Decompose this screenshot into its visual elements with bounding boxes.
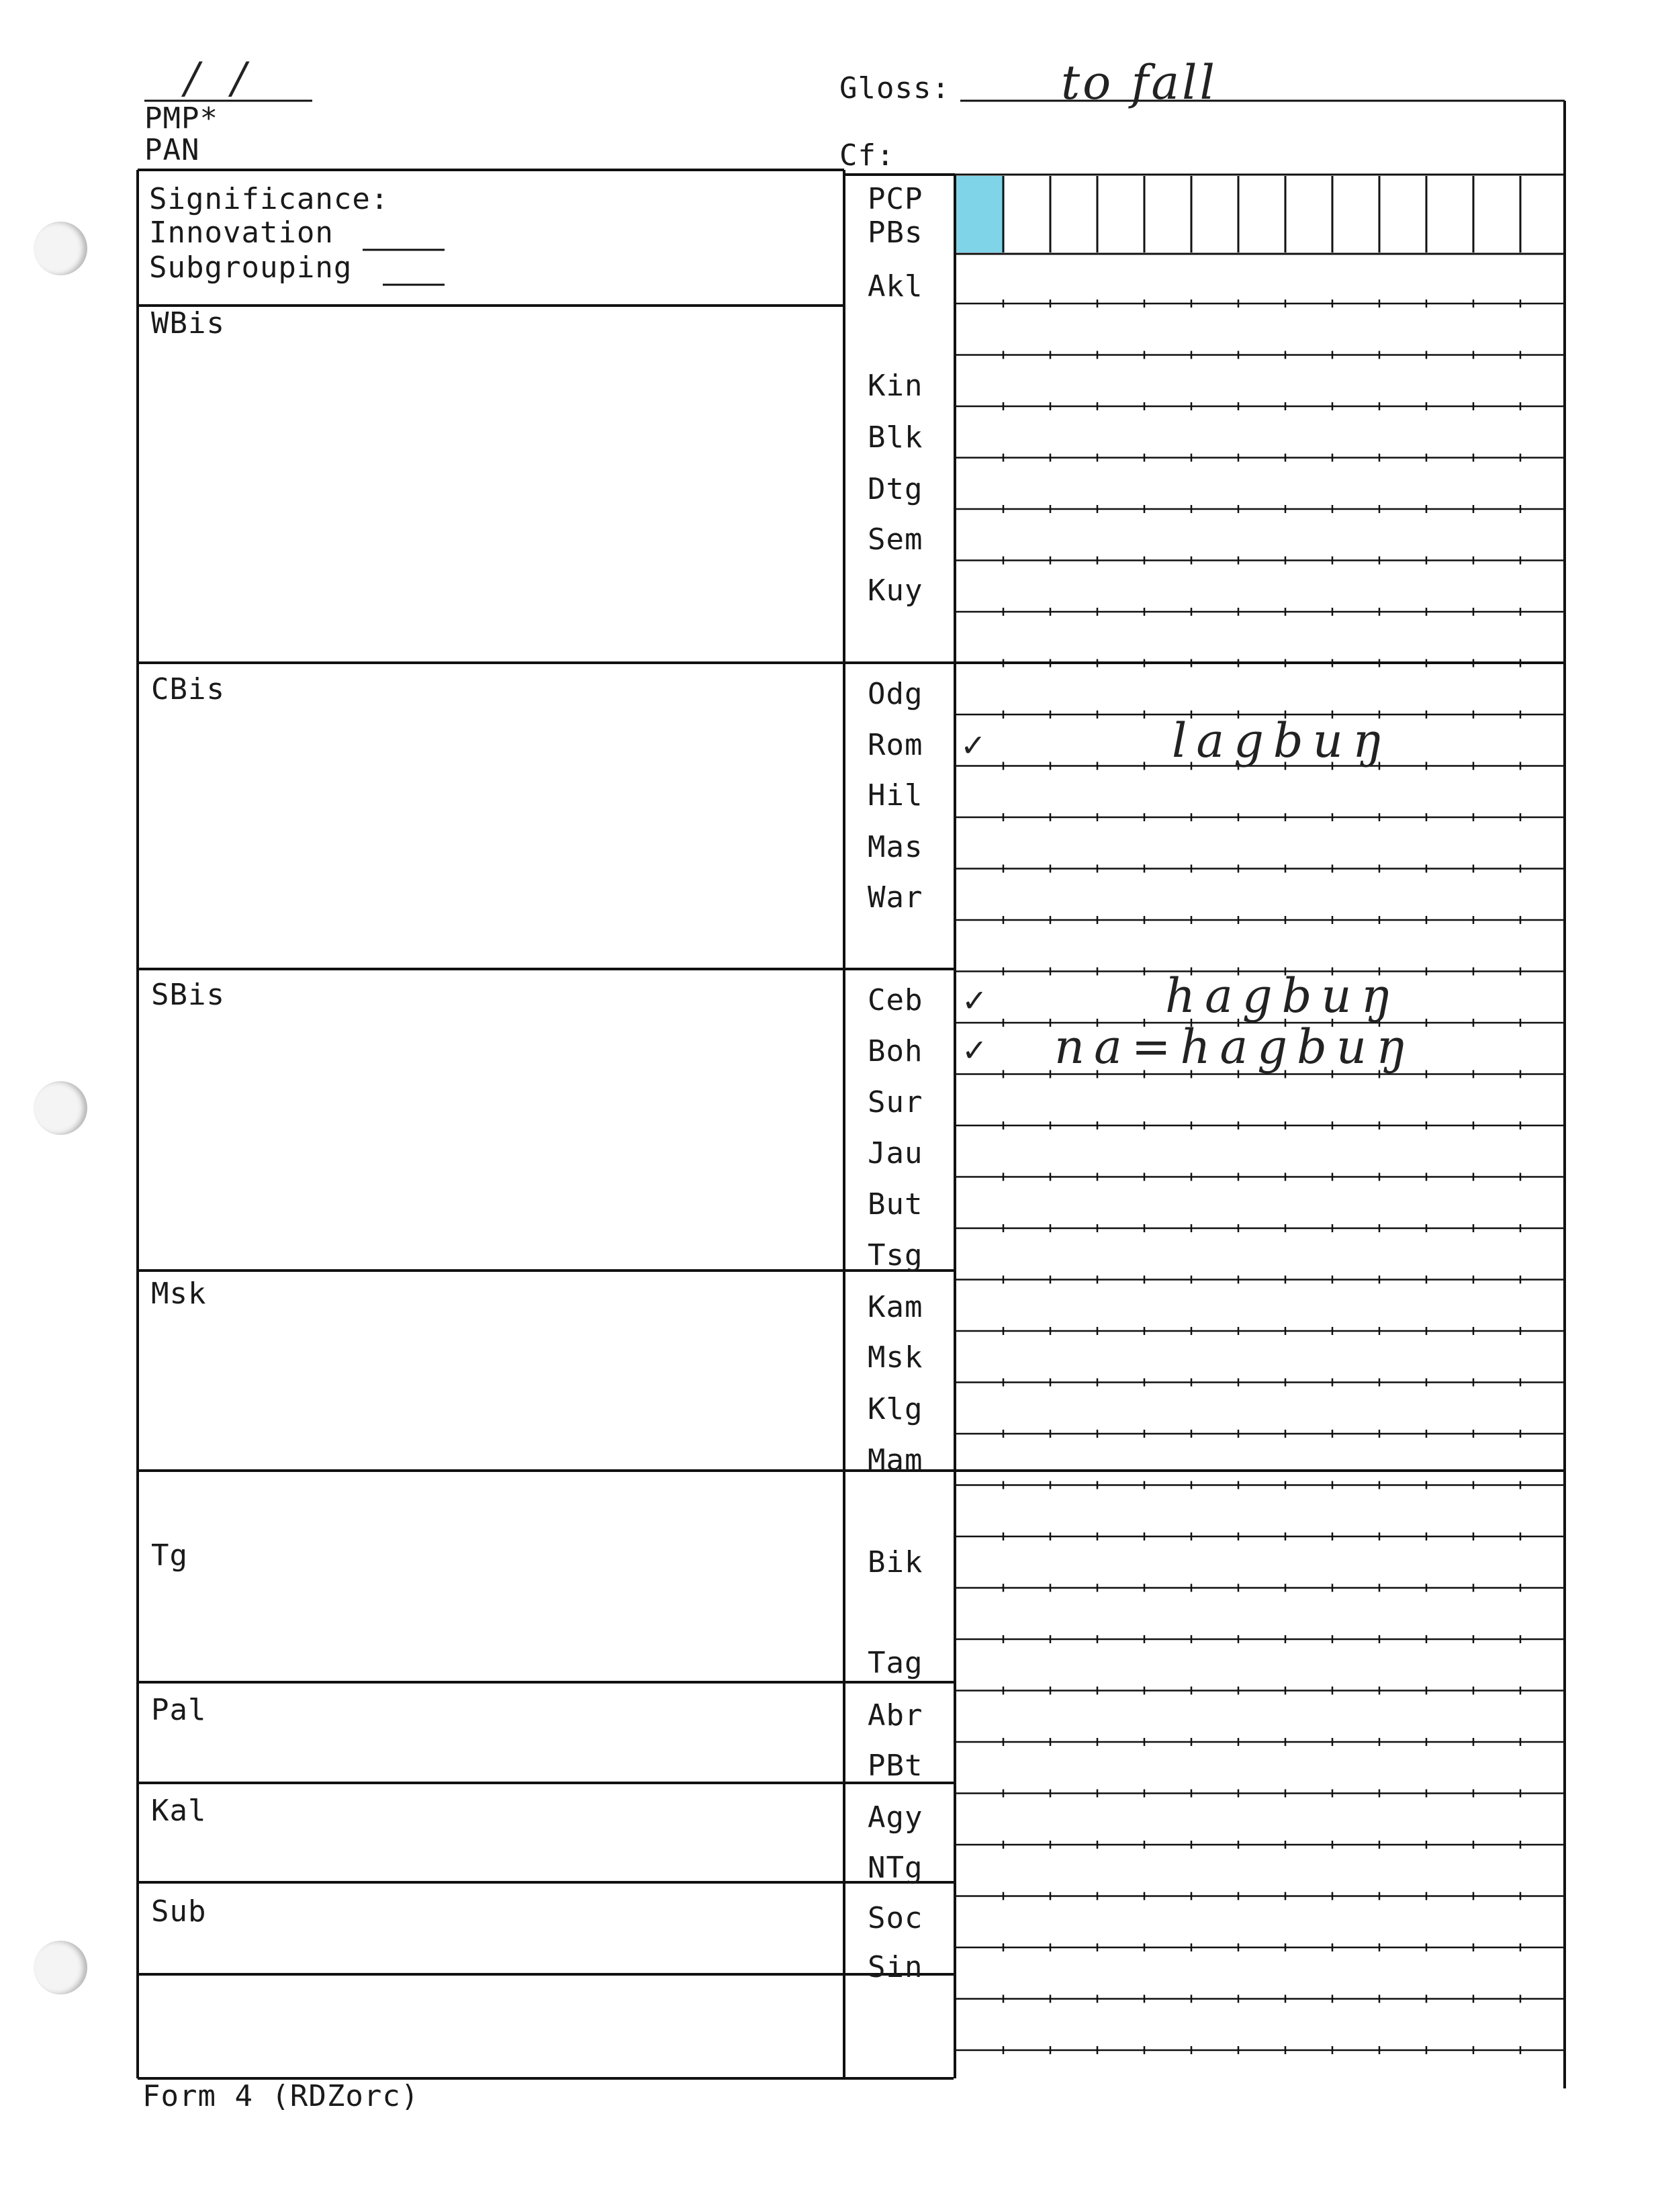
lang-agy: Agy <box>868 1800 923 1835</box>
lang-boh: Boh <box>868 1034 923 1068</box>
group-label-pal: Pal <box>151 1693 207 1727</box>
pan-label: PAN <box>144 133 200 167</box>
lang-msk: Msk <box>868 1340 923 1375</box>
lang-dtg: Dtg <box>868 472 923 506</box>
lang-hil: Hil <box>868 778 923 813</box>
lang-war: War <box>868 880 923 915</box>
punch-hole-bottom <box>34 1941 87 1994</box>
pmp-label: PMP* <box>144 101 218 136</box>
lang-abr: Abr <box>868 1698 923 1733</box>
rom-form: lagbuŋ <box>1172 713 1392 768</box>
column-header-pcp: PCP <box>868 182 923 216</box>
cf-label: Cf: <box>839 138 895 173</box>
lang-rom: Rom <box>868 728 923 762</box>
group-label-sbis: SBis <box>151 978 225 1012</box>
ceb-form: hagbuŋ <box>1165 968 1401 1023</box>
lang-klg: Klg <box>868 1392 923 1426</box>
date-slashes: / / <box>185 54 256 103</box>
group-label-wbis: WBis <box>151 306 225 340</box>
lang-but: But <box>868 1187 923 1222</box>
significance-title: Significance: <box>149 182 389 216</box>
group-label-tg: Tg <box>151 1538 188 1573</box>
gloss-value: to fall <box>1061 55 1217 110</box>
lang-kin: Kin <box>868 369 923 403</box>
ceb-check-mark: ✓ <box>962 982 988 1019</box>
boh-form: na=hagbuŋ <box>1054 1019 1416 1074</box>
form-footer-label: Form 4 (RDZorc) <box>142 2079 420 2113</box>
boh-check-mark: ✓ <box>962 1032 988 1068</box>
lang-akl: Akl <box>868 269 923 304</box>
lang-jau: Jau <box>868 1136 923 1170</box>
lang-bik: Bik <box>868 1545 923 1579</box>
group-label-msk: Msk <box>151 1277 207 1311</box>
lang-odg: Odg <box>868 677 923 711</box>
lang-sin: Sin <box>868 1950 923 1984</box>
lang-pbt: PBt <box>868 1749 923 1783</box>
lang-soc: Soc <box>868 1901 923 1935</box>
group-label-cbis: CBis <box>151 672 225 706</box>
punch-hole-middle <box>34 1081 87 1135</box>
group-label-kal: Kal <box>151 1794 207 1828</box>
innovation-label: Innovation <box>149 216 334 250</box>
lang-sem: Sem <box>868 522 923 557</box>
lang-sur: Sur <box>868 1085 923 1119</box>
lang-mas: Mas <box>868 830 923 864</box>
punch-hole-top <box>34 222 87 275</box>
lang-kam: Kam <box>868 1290 923 1324</box>
rom-check-mark: ✓ <box>960 727 986 764</box>
lang-tag: Tag <box>868 1646 923 1680</box>
gloss-label: Gloss: <box>839 71 950 105</box>
column-header-pbs: PBs <box>868 216 923 250</box>
subgrouping-label: Subgrouping <box>149 250 353 285</box>
lang-tsg: Tsg <box>868 1238 923 1273</box>
lang-ntg: NTg <box>868 1851 923 1885</box>
lang-blk: Blk <box>868 420 923 455</box>
lang-ceb: Ceb <box>868 983 923 1017</box>
lang-mam: Mam <box>868 1443 923 1477</box>
lang-kuy: Kuy <box>868 573 923 608</box>
group-label-sub: Sub <box>151 1894 207 1929</box>
